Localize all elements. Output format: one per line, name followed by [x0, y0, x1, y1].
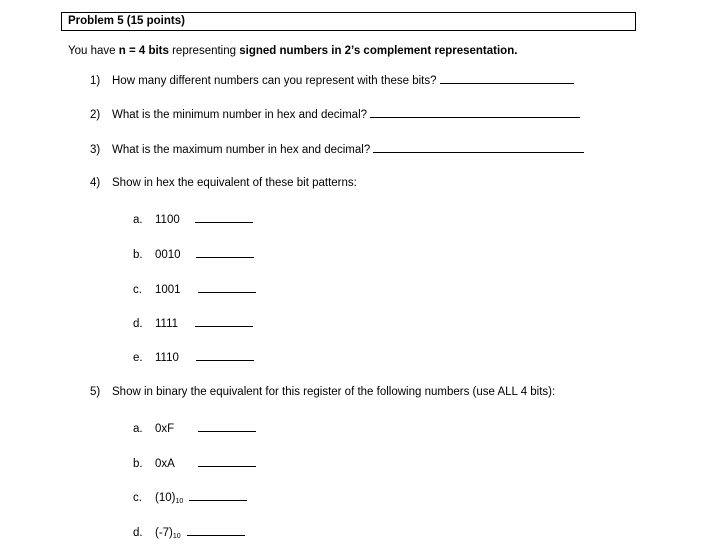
question-5 — [90, 386, 555, 398]
intro-prefix: You have — [68, 45, 119, 57]
question-text: Show in binary the equivalent for this register of the following numbers (use ALL 4 bits): — [112, 386, 556, 398]
item-value: 0xA — [155, 458, 175, 470]
q4-item-d — [133, 316, 253, 330]
question-2 — [90, 107, 580, 121]
intro-mid: representing — [168, 45, 240, 57]
item-letter: c. — [133, 492, 142, 504]
answer-blank-4b[interactable] — [196, 247, 254, 258]
item-value: (10) — [155, 492, 176, 504]
q4-item-e — [133, 350, 254, 364]
answer-blank-4a[interactable] — [195, 212, 253, 223]
problem-title-box — [61, 12, 636, 31]
q5-item-c — [133, 490, 247, 505]
q5-item-d — [133, 525, 245, 540]
intro-representation: signed numbers in 2’s complement representation. — [239, 45, 518, 57]
item-letter: a. — [133, 214, 143, 226]
answer-blank-1[interactable] — [440, 73, 574, 84]
question-number: 4) — [90, 177, 101, 189]
answer-blank-5a[interactable] — [198, 421, 256, 432]
item-value: 1001 — [155, 284, 181, 296]
q5-item-b — [133, 456, 256, 470]
item-value: 1110 — [155, 352, 179, 364]
item-letter: d. — [133, 527, 143, 539]
q4-item-c — [133, 282, 256, 296]
problem-intro — [68, 45, 517, 57]
item-value: 0010 — [155, 249, 181, 261]
item-value: 1111 — [155, 318, 179, 330]
answer-blank-4e[interactable] — [196, 350, 254, 361]
intro-bits: n = 4 bits — [118, 45, 169, 57]
item-subscript: 10 — [175, 498, 184, 505]
q4-item-b — [133, 247, 254, 261]
question-number: 1) — [90, 75, 101, 87]
item-subscript: 10 — [172, 533, 181, 540]
question-text: Show in hex the equivalent of these bit patterns: — [112, 177, 357, 189]
item-value: (-7) — [155, 527, 173, 539]
item-letter: b. — [133, 249, 143, 261]
question-text: What is the maximum number in hex and decimal? — [112, 144, 371, 156]
q5-item-a — [133, 421, 256, 435]
question-number: 3) — [90, 144, 101, 156]
question-4 — [90, 177, 357, 189]
item-letter: c. — [133, 284, 142, 296]
answer-blank-4d[interactable] — [195, 316, 253, 327]
question-number: 2) — [90, 109, 101, 121]
item-value: 1100 — [155, 214, 180, 226]
q4-item-a — [133, 212, 253, 226]
question-text: How many different numbers can you represent with these bits? — [112, 75, 437, 87]
item-value: 0xF — [155, 423, 175, 435]
answer-blank-3[interactable] — [373, 142, 584, 153]
item-letter: b. — [133, 458, 143, 470]
item-letter: e. — [133, 352, 143, 364]
question-number: 5) — [90, 386, 101, 398]
answer-blank-4c[interactable] — [198, 282, 256, 293]
answer-blank-5b[interactable] — [198, 456, 256, 467]
answer-blank-5c[interactable] — [189, 490, 247, 501]
answer-blank-2[interactable] — [370, 107, 580, 118]
item-letter: d. — [133, 318, 143, 330]
item-letter: a. — [133, 423, 143, 435]
answer-blank-5d[interactable] — [187, 525, 245, 536]
question-1 — [90, 73, 574, 87]
question-text: What is the minimum number in hex and decimal? — [112, 109, 368, 121]
question-3 — [90, 142, 584, 156]
problem-title: Problem 5 (15 points) — [68, 15, 185, 27]
